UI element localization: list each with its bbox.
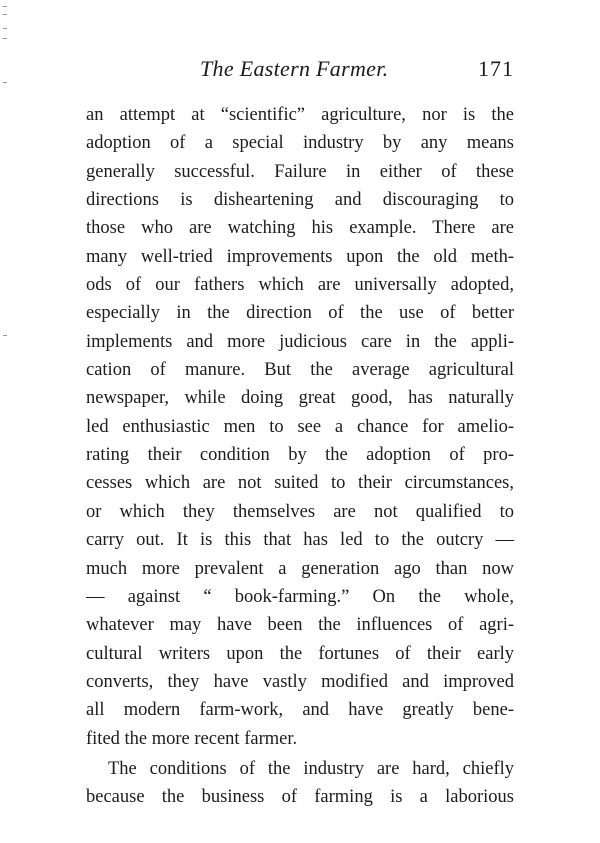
text-line: led enthusiastic men to see a chance for amelio- <box>86 416 514 437</box>
margin-tick <box>3 38 7 39</box>
text-line: ods of our fathers which are universally adopted, <box>86 275 514 296</box>
margin-tick <box>3 335 7 336</box>
text-line: those who are watching his example. There are <box>86 218 514 239</box>
text-line: or which they themselves are not qualified to <box>86 501 514 522</box>
text-line: carry out. It is this that has led to the outcry — <box>86 530 514 551</box>
text-line: adoption of a special industry by any means <box>86 133 514 154</box>
body-text <box>86 101 514 812</box>
margin-tick <box>3 82 7 83</box>
text-line: rating their condition by the adoption of pro- <box>86 445 514 466</box>
text-line: an attempt at “scientific” agriculture, nor is the <box>86 105 514 125</box>
text-line: because the business of farming is a laborious <box>86 787 514 808</box>
text-line: especially in the direction of the use of better <box>86 303 514 324</box>
paragraph-last-line: fited the more recent farmer. <box>86 728 298 749</box>
text-line: — against “ book-farming.” On the whole, <box>86 586 514 607</box>
text-line: much more prevalent a generation ago than now <box>86 558 514 579</box>
margin-tick <box>3 6 7 7</box>
page-number: 171 <box>478 56 514 81</box>
text-line: implements and more judicious care in the appli- <box>86 331 514 352</box>
paragraph-first-line: The conditions of the industry are hard, chiefly <box>108 758 514 779</box>
text-line: cation of manure. But the average agricultural <box>86 360 514 381</box>
text-line: converts, they have vastly modified and improved <box>86 671 514 692</box>
text-line: directions is disheartening and discouraging to <box>86 190 514 211</box>
margin-tick <box>3 14 7 15</box>
text-line: whatever may have been the influences of agri- <box>86 615 514 636</box>
margin-tick <box>3 28 7 29</box>
text-line: many well-tried improvements upon the old meth- <box>86 246 514 267</box>
running-head <box>86 56 514 88</box>
text-line: newspaper, while doing great good, has naturally <box>86 388 514 409</box>
running-title: The Eastern Farmer. <box>200 56 389 81</box>
text-line: generally successful. Failure in either of these <box>86 161 514 182</box>
text-line: all modern farm-work, and have greatly bene- <box>86 700 514 721</box>
text-line: cultural writers upon the fortunes of their early <box>86 643 514 664</box>
text-line: cesses which are not suited to their circumstances, <box>86 473 514 494</box>
